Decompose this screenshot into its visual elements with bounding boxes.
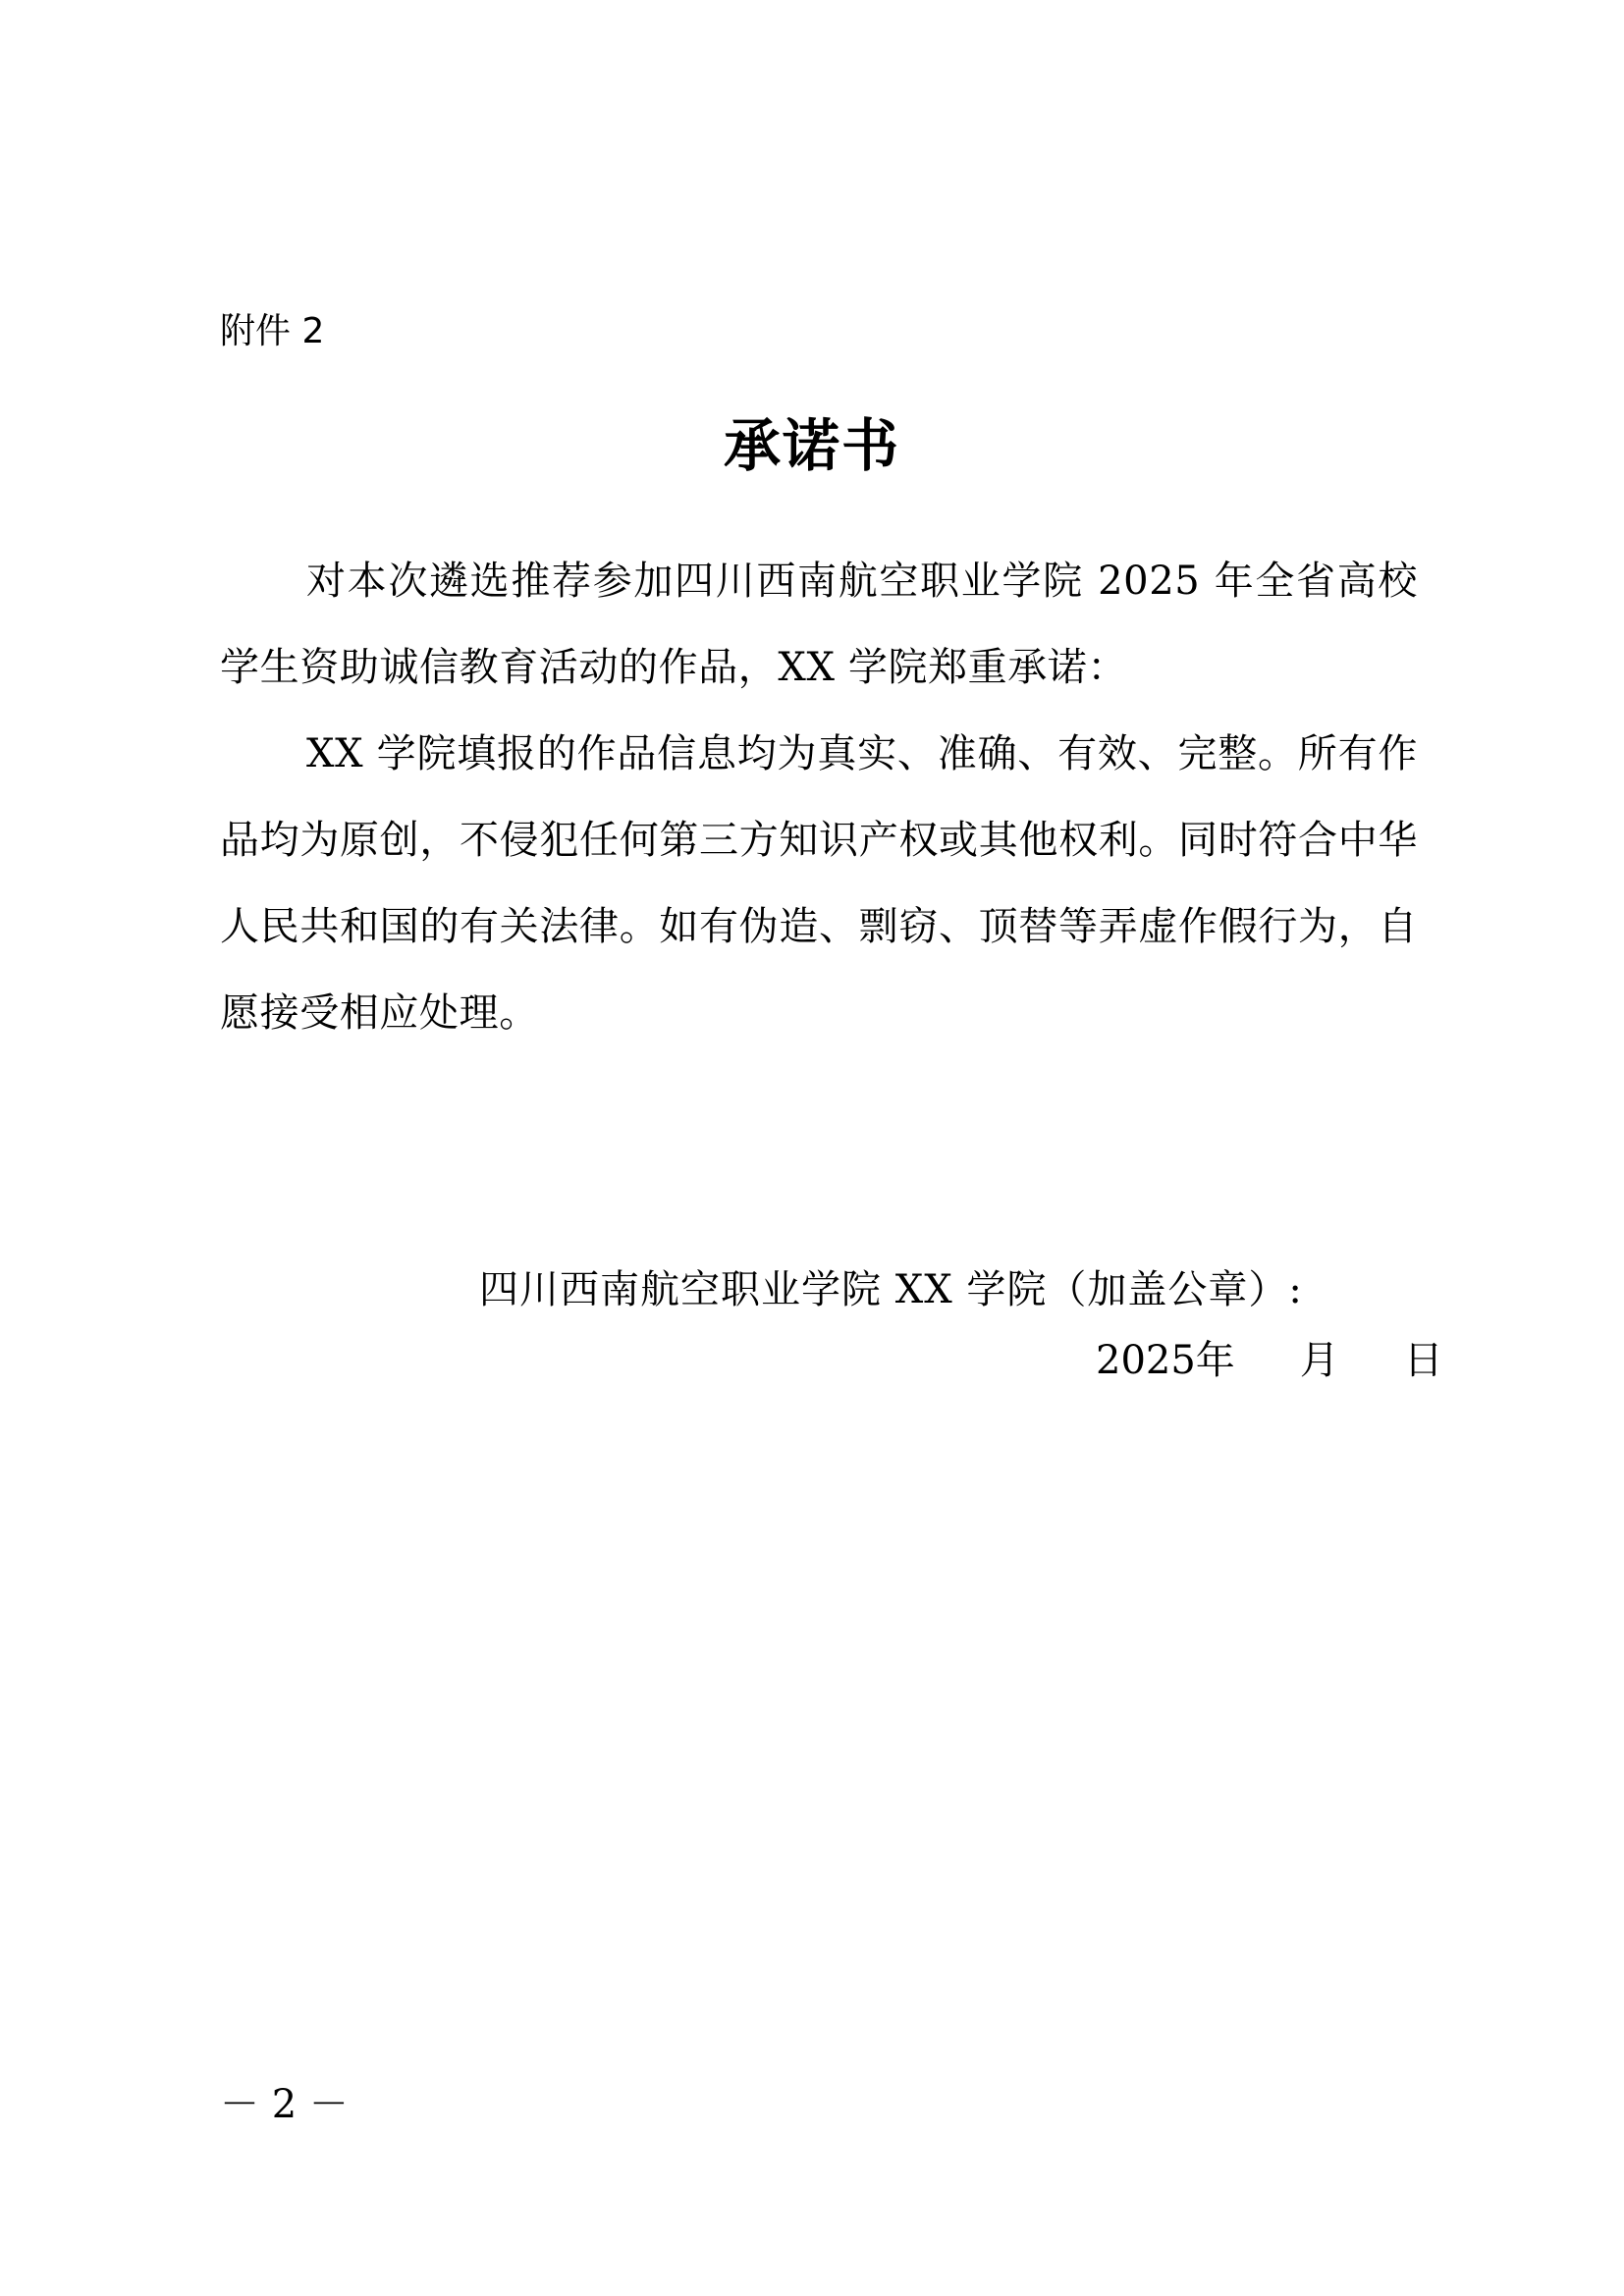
page-number: － 2 －: [220, 2082, 349, 2127]
date-line: [1096, 1333, 1443, 1388]
body-paragraph-1: 对本次遴选推荐参加四川西南航空职业学院 2025 年全省高校学生资助诚信教育活动的作品，XX 学院郑重承诺：: [220, 559, 1418, 690]
commitment-body: [220, 538, 1418, 1056]
date-month: 月: [1299, 1338, 1339, 1383]
date-day: 日: [1403, 1338, 1443, 1383]
signature-line: 四川西南航空职业学院 XX 学院（加盖公章）:: [479, 1267, 1303, 1312]
attachment-label: 附件 2: [220, 311, 325, 351]
document-title: 承诺书: [723, 412, 900, 479]
body-paragraph-2: XX 学院填报的作品信息均为真实、准确、有效、完整。所有作品均为原创，不侵犯任何第三方知识产权或其他权利。同时符合中华人民共和国的有关法律。如有伪造、剽窃、顶替等弄虚作假行为，自愿接受相应处理。: [220, 731, 1418, 1036]
date-year: 2025年: [1096, 1338, 1235, 1383]
